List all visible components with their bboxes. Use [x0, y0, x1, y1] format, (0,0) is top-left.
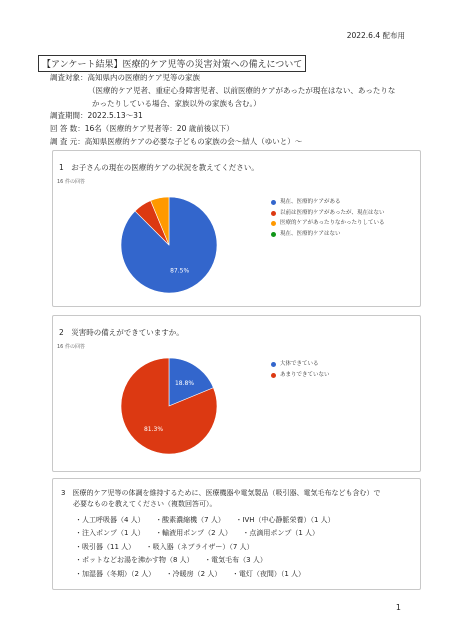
- question-1-response-count: 16 件の回答: [57, 179, 85, 185]
- page-number: 1: [395, 603, 401, 612]
- q1-legend-label-0: 現在、医療的ケアがある: [280, 199, 341, 205]
- distribution-date: 2022.6.4 配布用: [346, 31, 405, 40]
- q3-item: ・電灯（夜間）（1 人）: [231, 569, 306, 578]
- q3-item: ・電気毛布（3 人）: [204, 556, 267, 565]
- q1-pie-data-label-0: 87.5%: [170, 267, 190, 275]
- q3-item: ・加湿器（冬期）（2 人）: [75, 569, 152, 578]
- q3-item-row: [75, 541, 349, 554]
- survey-count: 回 答 数：16名（医療的ケア児者等：20 歳前後以下）: [50, 124, 234, 134]
- q2-legend-item-0: [271, 361, 401, 369]
- q3-item: ・IVH（中心静脈栄養）（1 人）: [235, 516, 335, 524]
- survey-target: 調査対象：高知県内の医療的ケア児等の家族: [50, 73, 200, 82]
- q2-legend-item-1: [271, 372, 401, 380]
- q2-pie-data-label-0: 18.8%: [174, 379, 195, 387]
- q1-legend-swatch-2: [271, 221, 276, 226]
- q3-item-row: [75, 514, 349, 527]
- q1-legend-swatch-1: [271, 211, 276, 216]
- q1-legend-swatch-0: [271, 200, 276, 205]
- survey-target-note-2: かったりしている場合、家族以外の家族も含む。）: [92, 98, 261, 108]
- q3-item: ・輸液用ポンプ（2 人）: [155, 529, 229, 538]
- q1-legend-swatch-3: [271, 232, 276, 237]
- q3-item: ・人工呼吸器（4 人）: [75, 516, 142, 524]
- q2-legend-swatch-1: [271, 373, 276, 378]
- survey-info: [50, 72, 395, 149]
- question-3-card: [52, 478, 421, 590]
- q3-item-row: [75, 527, 349, 540]
- q3-item: ・吸引器（11 人）: [75, 542, 132, 551]
- question-3-title-line-2: 必要なものを教えてください（複数回答可）。: [73, 500, 217, 508]
- question-1-title: 1 お子さんの現在の医療的ケアの状況を教えてください。: [59, 163, 259, 172]
- question-1-legend: [271, 199, 401, 241]
- q1-legend-item-0: [271, 199, 401, 207]
- question-2-card: [52, 315, 421, 472]
- q2-legend-label-1: あまりできていない: [280, 371, 330, 378]
- q2-legend-label-0: 大体できている: [280, 361, 319, 367]
- question-2-title: 2 災害時の備えができていますか。: [59, 328, 184, 337]
- survey-target-note-1: （医療的ケア児者、重症心身障害児者、以前医療的ケアがあったが現在はない、あったりな: [88, 85, 396, 95]
- q3-item-row: [75, 568, 349, 581]
- page-title: 【アンケート結果】医療的ケア児等の災害対策への備えについて: [38, 55, 306, 72]
- q1-legend-item-3: [271, 231, 401, 239]
- q3-item: ・酸素濃縮機（7 人）: [155, 516, 222, 524]
- question-2-legend: [271, 361, 401, 382]
- q1-legend-label-3: 現在、医療的ケアはない: [280, 230, 341, 237]
- q2-pie-data-label-1: 81.3%: [143, 426, 164, 434]
- survey-period: 調査期間：2022.5.13～31: [50, 111, 143, 121]
- question-1-pie-chart: [119, 195, 219, 295]
- q3-item: ・吸入器（ネブライザー）（7 人）: [145, 542, 254, 551]
- q3-item: ・ポットなどお湯を沸かす物（8 人）: [75, 556, 191, 565]
- survey-organizer: 調 査 元：高知県医療的ケアの必要な子どもの家族の会～結人（ゆいと）～: [50, 136, 303, 146]
- question-2-pie-chart: [119, 356, 219, 456]
- q1-legend-item-1: [271, 210, 401, 218]
- q1-legend-item-2: [271, 220, 401, 228]
- question-2-response-count: 16 件の回答: [57, 344, 85, 350]
- question-3-title-line-1: 3 医療的ケア児等の体調を維持するために、医療機器や電気製品（吸引器、電気毛布なども含む）で: [61, 489, 381, 497]
- question-1-card: [52, 150, 421, 307]
- q1-legend-label-1: 以前は医療的ケアがあったが、現在はない: [280, 209, 385, 216]
- q1-legend-label-2: 医療的ケアがあったりなかったりしている: [280, 220, 385, 226]
- question-3-title: [61, 488, 411, 510]
- q3-item-row: [75, 554, 349, 567]
- q3-item: ・冷暖房（2 人）: [165, 569, 218, 578]
- q3-item: ・注入ポンプ（1 人）: [75, 529, 142, 538]
- question-3-item-list: [75, 514, 349, 581]
- q3-item: ・点滴用ポンプ（1 人）: [242, 529, 320, 538]
- q2-legend-swatch-0: [271, 362, 276, 367]
